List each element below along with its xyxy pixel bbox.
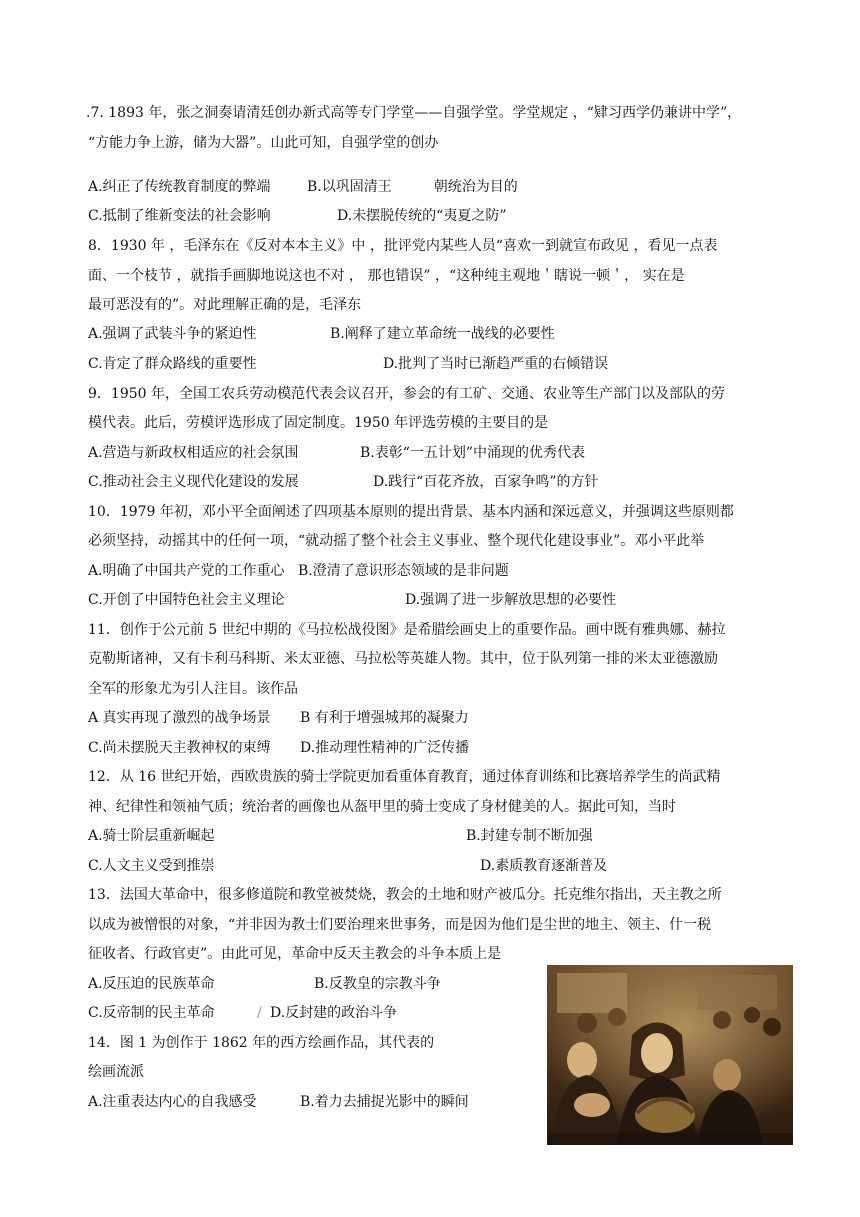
q10-stem-line1: 10．1979 年初，邓小平全面阐述了四项基本原则的提出背景、基本内涵和深远意义，并强调这些原则都 (88, 504, 734, 520)
q10-option-c: C.开创了中国特色社会主义理论 (88, 592, 285, 608)
q12-stem-line1: 12．从 16 世纪开始，西欧贵族的骑士学院更加看重体育教育，通过体育训练和比赛培养学生的尚武精 (88, 769, 721, 785)
q9-option-c: C.推动社会主义现代化建设的发展 (88, 474, 299, 490)
q13-option-c: C.反帝制的民主革命 (88, 1005, 215, 1021)
q11-stem-line2: 克勒斯诸神，又有卡利马科斯、米太亚德、马拉松等英雄人物。其中，位于队列第一排的米太亚德激励 (88, 651, 718, 667)
q11-stem-line3: 全军的形象尤为引人注目。该作品 (88, 681, 298, 697)
margin-slash-mark: / (257, 1005, 262, 1021)
q13-stem-line1: 13．法国大革命中，很多修道院和教堂被焚烧，教会的土地和财产被瓜分。托克维尔指出，天主教之所 (88, 887, 722, 903)
q8-option-d: D.批判了当时已渐趋严重的右倾错误 (383, 356, 609, 372)
q10-option-a: A.明确了中国共产党的工作重心 (88, 563, 285, 579)
q7-option-b: B.以巩固清王 朝统治为目的 (307, 179, 518, 195)
q12-option-d: D.素质教育逐渐普及 (480, 858, 608, 874)
q9-stem-line2: 模代表。此后，劳模评选形成了固定制度。1950 年评选劳模的主要目的是 (88, 415, 549, 431)
q14-option-a: A.注重表达内心的自我感受 (88, 1094, 257, 1110)
q9-stem-line1: 9．1950 年，全国工农兵劳动模范代表会议召开，参会的有工矿、交通、农业等生产部门以及部队的劳 (88, 386, 725, 402)
q10-stem-line2: 必须坚持，动摇其中的任何一项，“就动摇了整个社会主义事业、整个现代化建设事业”。邓小平此举 (88, 533, 705, 549)
q14-stem-line1: 14．图 1 为创作于 1862 年的西方绘画作品，其代表的 (88, 1035, 435, 1051)
q11-option-b: B 有利于增强城邦的凝聚力 (300, 710, 469, 726)
q8-option-a: A.强调了武装斗争的紧迫性 (88, 326, 257, 342)
q9-option-d: D.践行“百花齐放，百家争鸣”的方针 (373, 474, 599, 490)
q14-option-b: B.着力去捕捉光影中的瞬间 (300, 1094, 469, 1110)
q7-stem-line1: .7. 1893 年，张之洞奏请清廷创办新式高等专门学堂——自强学堂。学堂规定 ，“肄习西学仍兼讲中学”， (86, 105, 742, 121)
q11-option-d: D.推动理性精神的广泛传播 (300, 740, 470, 756)
q12-option-b: B.封建专制不断加强 (466, 828, 593, 844)
q9-option-b: B.表彰“一五计划”中涌现的优秀代表 (360, 445, 586, 461)
q11-stem-line1: 11．创作于公元前 5 世纪中期的《马拉松战役图》是希腊绘画史上的重要作品。画中既有雅典娜、赫拉 (88, 622, 726, 638)
q8-stem-line3: 最可恶没有的”。对此理解正确的是，毛泽东 (88, 297, 362, 313)
q13-stem-line3: 征收者、行政官吏”。由此可见，革命中反天主教会的斗争本质上是 (88, 946, 502, 962)
q11-option-c: C.尚未摆脱天主教神权的束缚 (88, 740, 271, 756)
q9-option-a: A.营造与新政权相适应的社会氛围 (88, 445, 299, 461)
q8-option-b: B.阐释了建立革命统一战线的必要性 (330, 326, 555, 342)
q8-stem-line2: 面、一个枝节 ，就指手画脚地说这也不对 ， 那也错误” ，“这种纯主观地＇瞎说一顿＇， 实在是 (88, 268, 685, 284)
q7-option-d: D.未摆脱传统的“夷夏之防” (337, 208, 507, 224)
q10-option-b: B.澄清了意识形态领域的是非问题 (298, 563, 509, 579)
q12-option-c: C.人文主义受到推崇 (88, 858, 215, 874)
q13-option-d: D.反封建的政治斗争 (270, 1005, 398, 1021)
q7-option-a: A.纠正了传统教育制度的弊端 (88, 179, 271, 195)
q8-stem-line1: 8．1930 年 ，毛泽东在《反对本本主义》中 ，批评党内某些人员“喜欢一到就宣布政见 ，看见一点表 (88, 238, 718, 254)
q13-stem-line2: 以成为被憎恨的对象，“并非因为教士们要治理来世事务，而是因为他们是尘世的地主、领主、什一税 (88, 917, 712, 933)
painting-artwork (547, 965, 793, 1145)
q12-option-a: A.骑士阶层重新崛起 (88, 828, 215, 844)
q14-stem-line2: 绘画流派 (88, 1064, 144, 1080)
q10-option-d: D.强调了进一步解放思想的必要性 (405, 592, 617, 608)
q11-option-a: A 真实再现了激烈的战争场景 (88, 710, 271, 726)
q13-option-b: B.反教皇的宗教斗争 (314, 976, 441, 992)
q12-stem-line2: 神、纪律性和领袖气质；统治者的画像也从盔甲里的骑士变成了身材健美的人。据此可知，当时 (88, 799, 676, 815)
q8-option-c: C.肯定了群众路线的重要性 (88, 356, 257, 372)
figure-1-painting (547, 965, 793, 1145)
q7-stem-line2: “方能力争上游，储为大器”。山此可知，自强学堂的创办 (88, 135, 439, 151)
q13-option-a: A.反压迫的民族革命 (88, 976, 215, 992)
q7-option-c: C.抵制了维新变法的社会影响 (88, 208, 271, 224)
